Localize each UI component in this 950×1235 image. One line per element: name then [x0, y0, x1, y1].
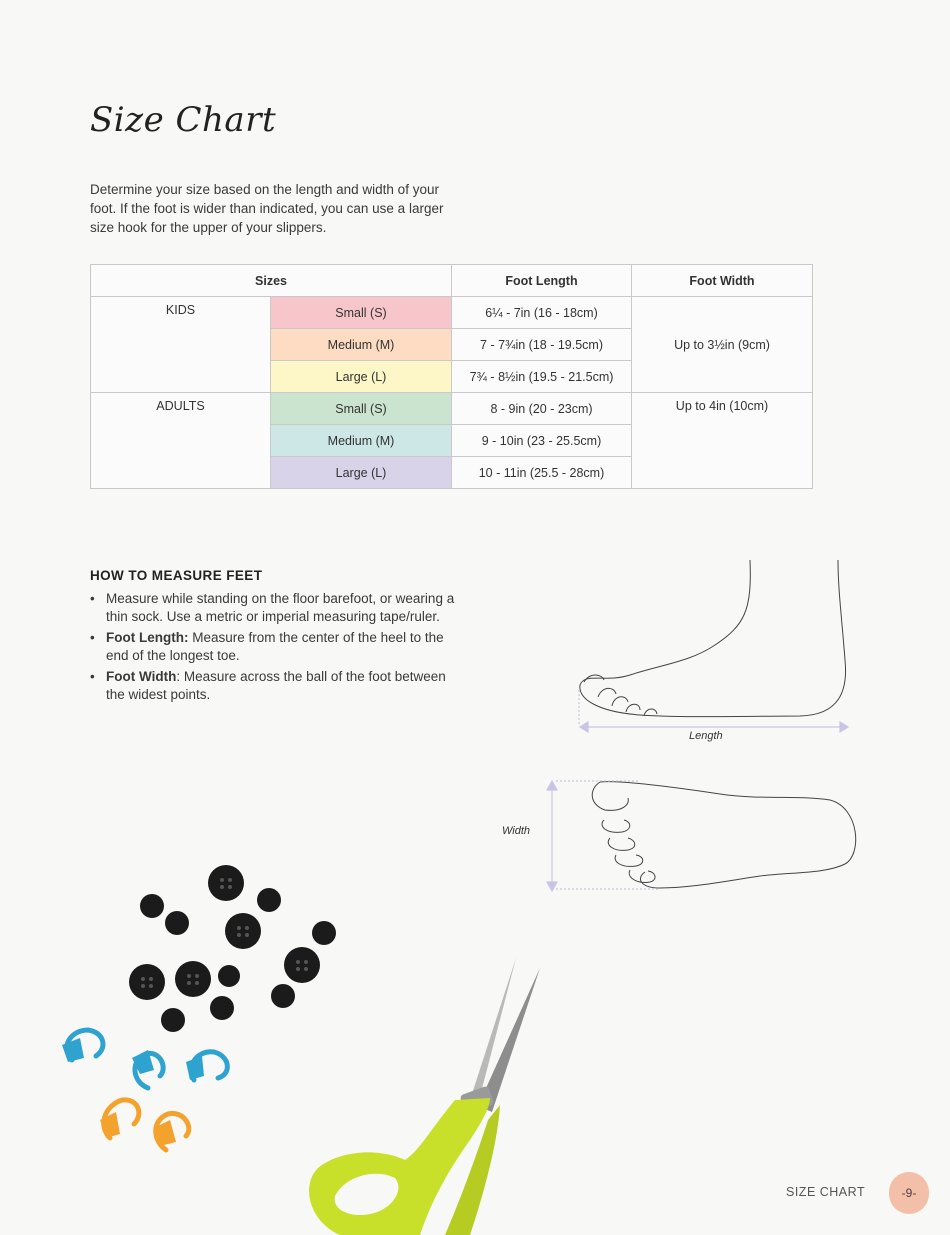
- length-cell: 9 - 10in (23 - 25.5cm): [452, 425, 632, 457]
- header-foot-length: Foot Length: [452, 265, 632, 297]
- size-cell: Large (L): [271, 361, 452, 393]
- bullet: •: [90, 591, 95, 606]
- footer-section-label: SIZE CHART: [786, 1185, 866, 1199]
- buttons-photo: [129, 865, 336, 1032]
- list-item-bold: Foot Width: [106, 669, 177, 684]
- size-cell: Small (S): [271, 297, 452, 329]
- list-item-text: Measure from the center of the heel to the end of the longest toe.: [106, 630, 444, 663]
- size-cell: Large (L): [271, 457, 452, 489]
- page-title: Size Chart: [90, 100, 277, 140]
- width-cell-kids: Up to 3½in (9cm): [632, 297, 813, 393]
- width-label: Width: [502, 825, 531, 837]
- size-cell: Medium (M): [271, 425, 452, 457]
- intro-text: Determine your size based on the length and width of your foot. If the foot is wider than indicated, you can use a larger size hook for the upper of your slippers.: [90, 182, 444, 235]
- length-measure-line: [579, 690, 848, 732]
- group-label-kids: KIDS: [91, 297, 271, 393]
- foot-side-illustration: [580, 560, 846, 717]
- size-cell: Medium (M): [271, 329, 452, 361]
- header-sizes: Sizes: [91, 265, 452, 297]
- bullet: •: [90, 669, 95, 684]
- how-to-title: HOW TO MEASURE FEET: [90, 568, 263, 583]
- list-item-bold: Foot Length:: [106, 630, 189, 645]
- bullet: •: [90, 630, 95, 645]
- size-cell: Small (S): [271, 393, 452, 425]
- stitch-markers-photo: [62, 1030, 227, 1150]
- list-item-text: Measure while standing on the floor barefoot, or wearing a thin sock. Use a metric or imperial measuring tape/ruler.: [106, 591, 455, 624]
- length-cell: 7 - 7¾in (18 - 19.5cm): [452, 329, 632, 361]
- length-cell: 8 - 9in (20 - 23cm): [452, 393, 632, 425]
- length-cell: 10 - 11in (25.5 - 28cm): [452, 457, 632, 489]
- scissors-photo: [309, 958, 540, 1235]
- length-cell: 6¼ - 7in (16 - 18cm): [452, 297, 632, 329]
- header-foot-width: Foot Width: [632, 265, 813, 297]
- length-cell: 7¾ - 8½in (19.5 - 21.5cm): [452, 361, 632, 393]
- list-item-text: : Measure across the ball of the foot between the widest points.: [106, 669, 446, 702]
- page-number-badge: -9-: [889, 1172, 929, 1214]
- width-measure-line: [547, 781, 660, 891]
- width-cell-adults: Up to 4in (10cm): [632, 393, 813, 489]
- length-label: Length: [689, 730, 723, 742]
- group-label-adults: ADULTS: [91, 393, 271, 489]
- foot-top-illustration: [592, 782, 856, 888]
